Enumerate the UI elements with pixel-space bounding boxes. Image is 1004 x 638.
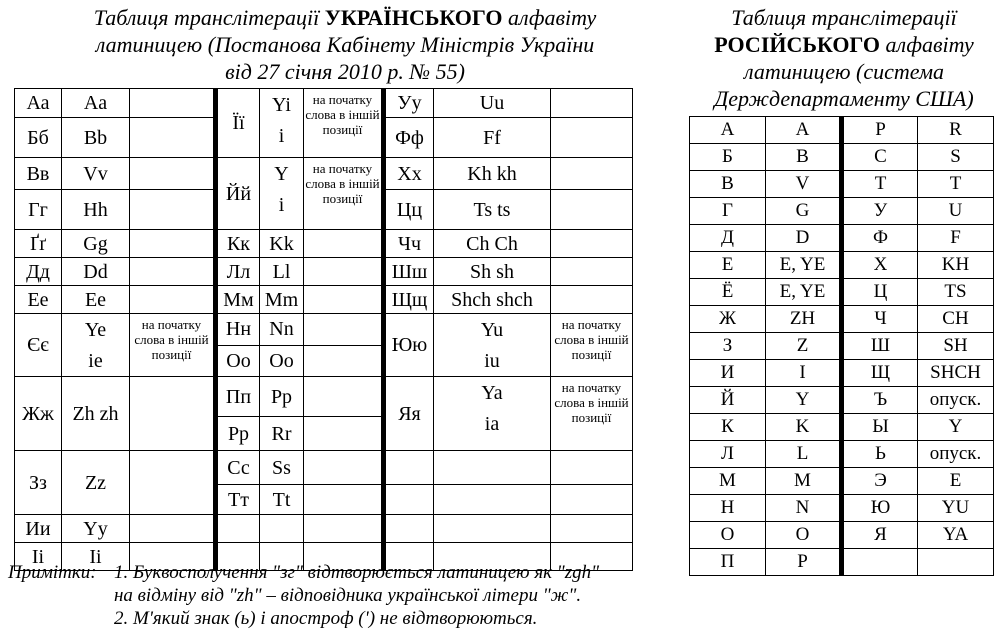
ru-latin-letter: E (918, 468, 994, 495)
ua-group3-latin-letter: Uu (434, 89, 551, 118)
ua-group3-empty-cell (551, 515, 633, 543)
ua-table-row (15, 89, 633, 118)
ua-group1-empty-note (130, 377, 216, 451)
ru-cyrillic-letter: С (842, 144, 918, 171)
ru-latin-letter: T (918, 171, 994, 198)
ua-group1-empty-note (130, 451, 216, 515)
ru-table-row (690, 252, 994, 279)
ru-cyrillic-letter: Т (842, 171, 918, 198)
ukrainian-table-title (0, 4, 690, 85)
ru-table-row (690, 495, 994, 522)
ru-table-row (690, 306, 994, 333)
ua-group2-empty-cell (216, 515, 260, 543)
ru-latin-letter: YU (918, 495, 994, 522)
ua-group3-empty-note (551, 258, 633, 286)
ua-group3-empty-note (551, 89, 633, 118)
ru-cyrillic-letter: И (690, 360, 766, 387)
ru-cyrillic-letter: Г (690, 198, 766, 225)
ua-group2-latin-variants (260, 89, 304, 158)
ua-group2-latin-letter: Tt (260, 485, 304, 515)
ru-latin-letter: TS (918, 279, 994, 306)
ua-group1-cyrillic-letter: Ее (15, 286, 62, 314)
ru-title-line1: Таблиця транслітерації (731, 5, 957, 30)
ua-group1-empty-note (130, 286, 216, 314)
ua-group2-empty-note (304, 485, 384, 515)
ua-group1-latin-letter: Aa (62, 89, 130, 118)
ukrainian-transliteration-table (14, 88, 633, 571)
ua-group2-cyrillic-letter: Сс (216, 451, 260, 485)
ua-group3-empty-cell (384, 515, 434, 543)
ru-latin-letter: D (766, 225, 842, 252)
ua-group1-cyrillic-letter: Вв (15, 158, 62, 190)
ua-group2-cyrillic-letter: Її (216, 89, 260, 158)
ua-group2-latin-letter: Ll (260, 258, 304, 286)
ru-cyrillic-letter: Ы (842, 414, 918, 441)
ua-group2-position-note: на початку слова в іншій позиції (304, 158, 384, 230)
ua-group2-cyrillic-letter: Оо (216, 345, 260, 377)
ru-latin-letter: Y (766, 387, 842, 414)
ru-latin-letter: R (918, 117, 994, 144)
ru-latin-letter: KH (918, 252, 994, 279)
ru-table-row (690, 144, 994, 171)
ua-group3-latin-variants (434, 314, 551, 377)
ru-table-row (690, 468, 994, 495)
ru-cyrillic-letter: Ё (690, 279, 766, 306)
ua-group3-latin-letter: Ts ts (434, 190, 551, 230)
ru-latin-letter: E, YE (766, 279, 842, 306)
ua-group1-cyrillic-letter: Іі (15, 543, 62, 571)
ua-table-row (15, 258, 633, 286)
ru-latin-letter: Y (918, 414, 994, 441)
ru-latin-letter: N (766, 495, 842, 522)
ru-cyrillic-letter: Щ (842, 360, 918, 387)
note-2: 2. М'який знак (ь) і апостроф (') не відтворюються. (114, 608, 538, 629)
ru-cyrillic-letter: В (690, 171, 766, 198)
ua-group2-empty-note (304, 377, 384, 417)
ua-group2-latin-letter: Rr (260, 417, 304, 451)
ua-group1-empty-note (130, 118, 216, 158)
ua-group3-cyrillic-letter: Шш (384, 258, 434, 286)
russian-transliteration-table (689, 116, 994, 576)
ua-table-row (15, 286, 633, 314)
ru-table-row (690, 198, 994, 225)
ru-cyrillic-letter: Ь (842, 441, 918, 468)
ua-table-row (15, 515, 633, 543)
ru-title-bold: РОСІЙСЬКОГО (714, 32, 880, 57)
ua-group3-position-note: на початку слова в іншій позиції (551, 314, 633, 377)
ua-group3-cyrillic-letter: Хх (384, 158, 434, 190)
notes-label: Примітки: (8, 562, 97, 583)
ru-latin-letter: CH (918, 306, 994, 333)
ua-table-row (15, 314, 633, 346)
ua-group2-latin-letter: Ss (260, 451, 304, 485)
ua-group1-latin-letter: Yy (62, 515, 130, 543)
ua-group3-empty-note (551, 158, 633, 190)
ru-latin-letter: P (766, 549, 842, 576)
ua-group3-empty-cell (434, 451, 551, 485)
ru-latin-letter: S (918, 144, 994, 171)
ua-group1-latin-letter: Gg (62, 230, 130, 258)
ru-latin-letter: L (766, 441, 842, 468)
ua-group3-empty-cell (434, 515, 551, 543)
ua-group3-empty-cell (384, 451, 434, 485)
ua-group2-position-note: на початку слова в іншій позиції (304, 89, 384, 158)
ua-group1-empty-note (130, 190, 216, 230)
ua-table-row (15, 230, 633, 258)
ua-group3-cyrillic-letter: Яя (384, 377, 434, 451)
ua-group3-cyrillic-letter: Чч (384, 230, 434, 258)
ua-group2-cyrillic-letter: Кк (216, 230, 260, 258)
ua-group3-latin-letter: Ff (434, 118, 551, 158)
ua-group3-latin-letter: Kh kh (434, 158, 551, 190)
ua-group2-empty-note (304, 230, 384, 258)
ru-table-row (690, 414, 994, 441)
ua-group2-empty-cell (260, 515, 304, 543)
ru-cyrillic-letter: Ц (842, 279, 918, 306)
ru-table-row (690, 225, 994, 252)
ua-group3-latin-letter: Ch Ch (434, 230, 551, 258)
ua-group1-latin-letter: Zh zh (62, 377, 130, 451)
ru-cyrillic-letter: О (690, 522, 766, 549)
ua-group1-empty-note (130, 158, 216, 190)
ru-latin-letter: A (766, 117, 842, 144)
ua-group2-cyrillic-letter: Нн (216, 314, 260, 346)
ru-latin-letter: SH (918, 333, 994, 360)
ua-group2-cyrillic-letter: Лл (216, 258, 260, 286)
ua-group1-latin-variants (62, 314, 130, 377)
ru-latin-letter: O (766, 522, 842, 549)
ru-table-row (690, 387, 994, 414)
ua-group1-latin-letter: Hh (62, 190, 130, 230)
ua-group3-cyrillic-letter: Цц (384, 190, 434, 230)
ua-group3-empty-cell (551, 451, 633, 485)
ua-group2-latin-letter: Nn (260, 314, 304, 346)
ua-group2-latin-other: i (278, 124, 285, 147)
ua-group2-latin-letter: Mm (260, 286, 304, 314)
ru-table-row (690, 549, 994, 576)
ua-group3-empty-note (551, 286, 633, 314)
ua-group3-latin-other: ia (484, 412, 500, 435)
ua-group3-cyrillic-letter: Фф (384, 118, 434, 158)
ru-latin-letter: I (766, 360, 842, 387)
ru-table-row (690, 333, 994, 360)
ua-group3-empty-cell (434, 485, 551, 515)
ua-group2-empty-cell (304, 515, 384, 543)
ru-cyrillic-letter: П (690, 549, 766, 576)
ru-latin-letter: Z (766, 333, 842, 360)
ua-group1-latin-initial: Ye (84, 318, 107, 341)
ua-table-row (15, 158, 633, 190)
ua-group3-latin-variants (434, 377, 551, 451)
ru-latin-letter: ZH (766, 306, 842, 333)
ru-latin-letter: K (766, 414, 842, 441)
ru-cyrillic-letter: Ъ (842, 387, 918, 414)
ru-latin-letter: U (918, 198, 994, 225)
ru-latin-letter: опуск. (918, 441, 994, 468)
ua-group1-latin-letter: Bb (62, 118, 130, 158)
ua-group3-latin-other: iu (484, 349, 500, 372)
ru-cyrillic-letter: Б (690, 144, 766, 171)
ru-cyrillic-letter: Э (842, 468, 918, 495)
ua-group2-empty-note (304, 286, 384, 314)
ru-latin-letter: V (766, 171, 842, 198)
ru-cyrillic-letter: Х (842, 252, 918, 279)
ru-cyrillic-letter: У (842, 198, 918, 225)
ua-group2-empty-note (304, 417, 384, 451)
ru-cyrillic-letter: Л (690, 441, 766, 468)
ua-group1-latin-letter: Zz (62, 451, 130, 515)
ua-group1-cyrillic-letter: Дд (15, 258, 62, 286)
ua-group3-empty-cell (551, 485, 633, 515)
ua-group2-empty-note (304, 345, 384, 377)
ua-group2-latin-initial: Y (274, 162, 289, 185)
ru-title-line3: латиницею (система (744, 59, 944, 84)
ua-group3-latin-letter: Sh sh (434, 258, 551, 286)
ua-group3-cyrillic-letter: Уу (384, 89, 434, 118)
ru-cyrillic-letter: Н (690, 495, 766, 522)
ua-title-bold: УКРАЇНСЬКОГО (324, 5, 503, 30)
ua-group2-empty-note (304, 258, 384, 286)
ua-group2-cyrillic-letter: Пп (216, 377, 260, 417)
ua-group1-empty-note (130, 89, 216, 118)
ru-cyrillic-letter: А (690, 117, 766, 144)
ua-group2-latin-other: i (278, 193, 285, 216)
ua-group3-empty-note (551, 118, 633, 158)
ua-group2-empty-note (304, 314, 384, 346)
ua-group3-latin-initial: Yu (480, 318, 504, 341)
ua-group1-cyrillic-letter: Гг (15, 190, 62, 230)
ua-group2-cyrillic-letter: Рр (216, 417, 260, 451)
ru-cyrillic-letter: Ф (842, 225, 918, 252)
ua-group3-cyrillic-letter: Щщ (384, 286, 434, 314)
ru-table-row (690, 522, 994, 549)
ua-group2-cyrillic-letter: Йй (216, 158, 260, 230)
ua-group1-latin-letter: Ee (62, 286, 130, 314)
ru-latin-letter: M (766, 468, 842, 495)
ru-latin-letter: F (918, 225, 994, 252)
ru-latin-letter: YA (918, 522, 994, 549)
ua-group1-cyrillic-letter: Ии (15, 515, 62, 543)
ua-group1-cyrillic-letter: Єє (15, 314, 62, 377)
ua-group1-latin-letter: Dd (62, 258, 130, 286)
ru-latin-letter: E, YE (766, 252, 842, 279)
ru-cyrillic-letter: Я (842, 522, 918, 549)
ru-cyrillic-letter: К (690, 414, 766, 441)
ru-cyrillic-letter: Ю (842, 495, 918, 522)
ua-group3-empty-note (551, 190, 633, 230)
ua-group1-empty-note (130, 515, 216, 543)
ru-cyrillic-letter (842, 549, 918, 576)
ru-cyrillic-letter: М (690, 468, 766, 495)
ua-group3-cyrillic-letter: Юю (384, 314, 434, 377)
ru-table-row (690, 171, 994, 198)
ua-group2-cyrillic-letter: Тт (216, 485, 260, 515)
ua-group1-cyrillic-letter: Ґґ (15, 230, 62, 258)
ua-group2-latin-letter: Oo (260, 345, 304, 377)
ua-group2-latin-initial: Yi (272, 93, 291, 116)
ru-latin-letter: B (766, 144, 842, 171)
ua-group3-latin-initial: Ya (481, 381, 503, 404)
ru-cyrillic-letter: Й (690, 387, 766, 414)
ru-cyrillic-letter: Ч (842, 306, 918, 333)
ru-cyrillic-letter: Е (690, 252, 766, 279)
ua-group1-latin-other: ie (88, 349, 103, 372)
ru-latin-letter: G (766, 198, 842, 225)
ru-table-row (690, 360, 994, 387)
ru-table-row (690, 441, 994, 468)
ua-table-row (15, 377, 633, 417)
ru-table-row (690, 279, 994, 306)
ru-cyrillic-letter: Д (690, 225, 766, 252)
ua-group3-empty-cell (384, 485, 434, 515)
note-1-line-1: 1. Буквосполучення "зг" відтворюється латиницею як "zgh" (114, 562, 600, 583)
ua-group1-latin-letter: Ii (62, 543, 130, 571)
note-1-line-2: на відміну від "zh" – відповідника української літери "ж". (114, 585, 582, 606)
ua-group1-empty-note (130, 230, 216, 258)
ua-group1-latin-letter: Vv (62, 158, 130, 190)
ru-cyrillic-letter: Р (842, 117, 918, 144)
ru-cyrillic-letter: Ж (690, 306, 766, 333)
russian-table-title (688, 4, 1000, 112)
ua-title-line1-end: алфавіту (502, 5, 597, 30)
ua-group2-latin-variants (260, 158, 304, 230)
ru-cyrillic-letter: З (690, 333, 766, 360)
ua-title-line1-start: Таблиця транслітерації (93, 5, 325, 30)
ua-group1-empty-note (130, 258, 216, 286)
ua-group3-position-note: на початку слова в іншій позиції (551, 377, 633, 451)
ua-group1-cyrillic-letter: Зз (15, 451, 62, 515)
ru-latin-letter (918, 549, 994, 576)
ua-group3-empty-note (551, 230, 633, 258)
ru-latin-letter: SHCH (918, 360, 994, 387)
ua-table-row (15, 451, 633, 485)
ua-group2-latin-letter: Pp (260, 377, 304, 417)
ua-group1-cyrillic-letter: Аа (15, 89, 62, 118)
ua-title-line3: від 27 січня 2010 р. № 55) (225, 59, 465, 84)
ru-table-row (690, 117, 994, 144)
ua-group1-cyrillic-letter: Жж (15, 377, 62, 451)
ua-group2-latin-letter: Kk (260, 230, 304, 258)
ru-cyrillic-letter: Ш (842, 333, 918, 360)
ua-group3-latin-letter: Shch shch (434, 286, 551, 314)
ua-group2-empty-note (304, 451, 384, 485)
ru-latin-letter: опуск. (918, 387, 994, 414)
ua-group1-position-note: на початку слова в іншій позиції (130, 314, 216, 377)
ua-title-line2: латиницею (Постанова Кабінету Міністрів України (95, 32, 595, 57)
ru-title-line4: Держдепартаменту США) (714, 86, 974, 111)
ua-group2-cyrillic-letter: Мм (216, 286, 260, 314)
ru-title-line2-end: алфавіту (880, 32, 974, 57)
ua-group1-cyrillic-letter: Бб (15, 118, 62, 158)
